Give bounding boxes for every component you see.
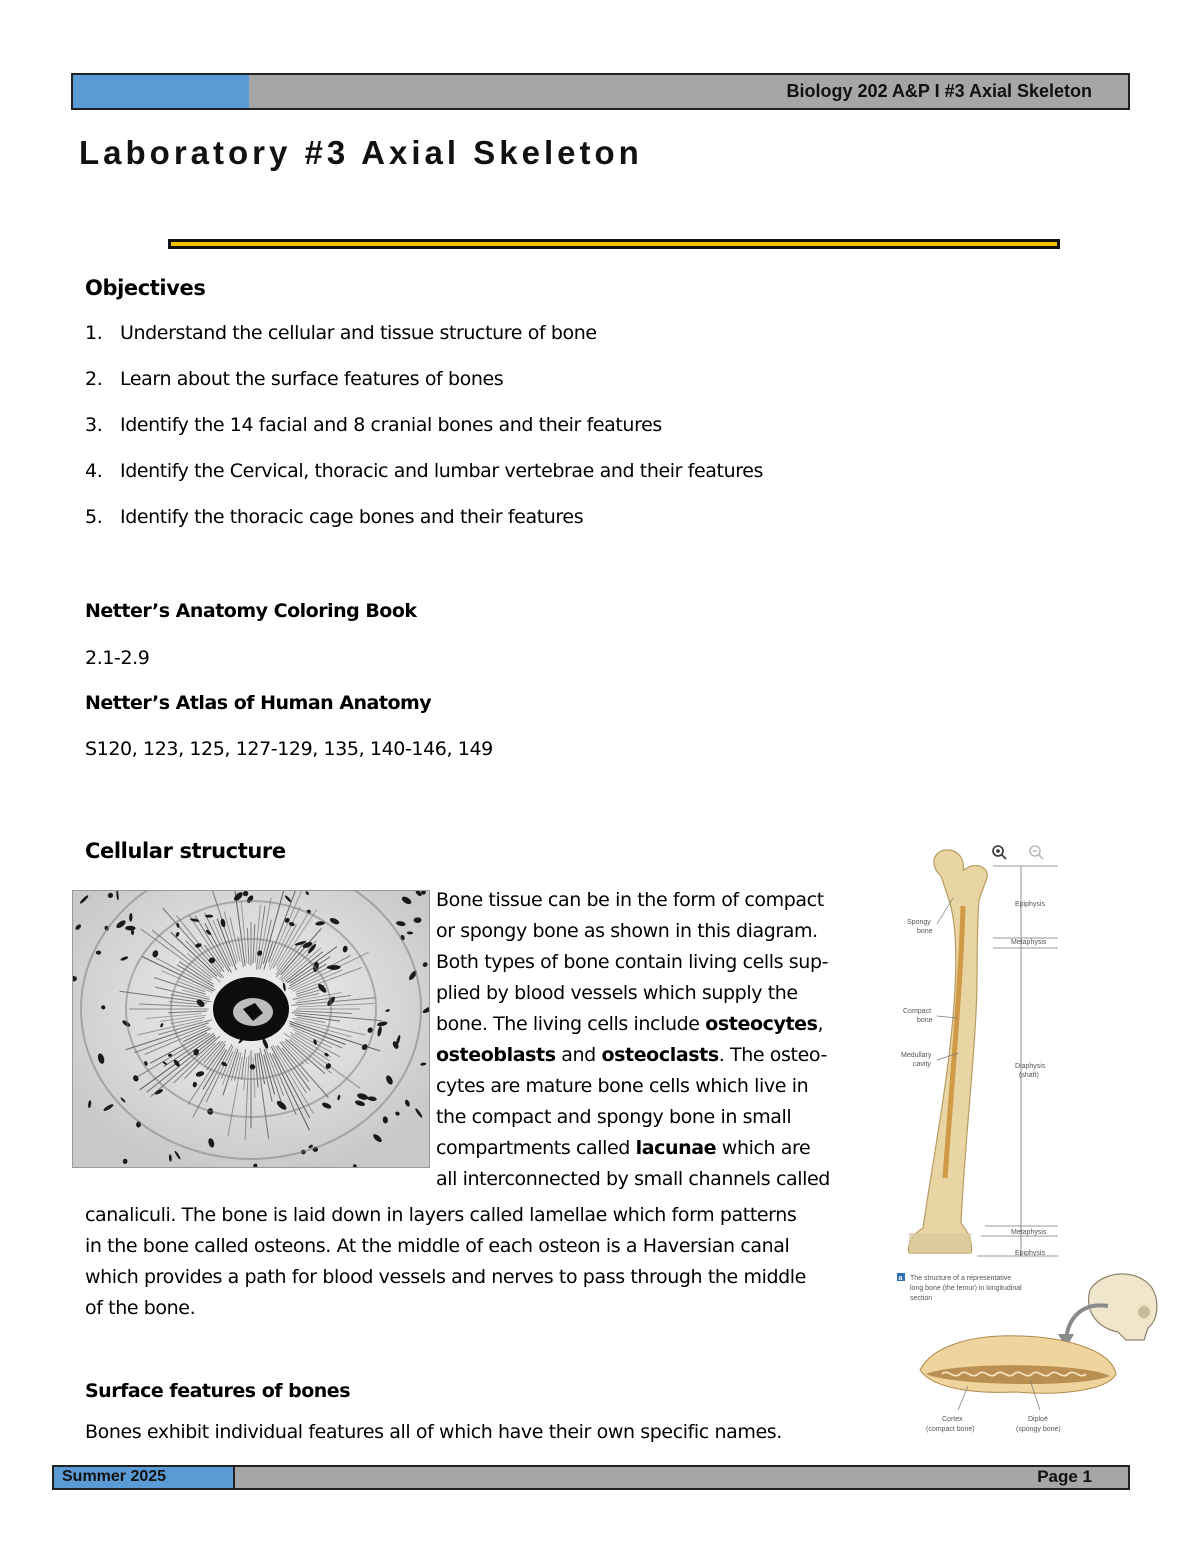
svg-text:Diploë: Diploë <box>1028 1416 1048 1423</box>
footer-accent-block <box>54 1467 235 1488</box>
svg-text:Metaphysis: Metaphysis <box>1011 939 1047 946</box>
coloring-book-title: Netter’s Anatomy Coloring Book <box>85 600 417 622</box>
atlas-title: Netter’s Atlas of Human Anatomy <box>85 692 432 714</box>
svg-text:cavity: cavity <box>913 1061 931 1068</box>
svg-text:(spongy bone): (spongy bone) <box>1016 1426 1061 1433</box>
cellular-paragraph-wrap: Bone tissue can be in the form of compact or spongy bone as shown in this diagram. Both types of bone contain living cells sup- plied by blood vessels which supply the bone. The living cells include osteocytes, osteoblasts and osteoclasts. The osteo- cytes are mature bone cells which live in the compact and spongy bone in small compartments called lacunae which are all interconnected by small channels called <box>436 889 830 1190</box>
objectives-heading: Objectives <box>85 276 206 300</box>
page-title: Laboratory #3 Axial Skeleton <box>79 134 643 171</box>
coloring-book-pages: 2.1-2.9 <box>85 647 150 669</box>
page-number: Page 1 <box>1037 1467 1092 1486</box>
svg-text:Epiphysis: Epiphysis <box>1015 1250 1045 1257</box>
footer-term: Summer 2025 <box>62 1468 167 1485</box>
zoom-in-icon[interactable] <box>993 846 1006 859</box>
list-item: 2. Learn about the surface features of bones <box>85 368 504 390</box>
footer-bar <box>52 1465 1130 1490</box>
title-divider <box>168 239 1060 249</box>
skull-bone-figure <box>912 1262 1162 1442</box>
svg-text:a: a <box>898 1275 903 1282</box>
svg-text:Epiphysis: Epiphysis <box>1015 901 1045 908</box>
svg-text:Cortex: Cortex <box>942 1416 963 1423</box>
term-lacunae: lacunae <box>635 1137 717 1159</box>
list-item: 4. Identify the Cervical, thoracic and lumbar vertebrae and their features <box>85 460 763 482</box>
femur-caption: The structure of a representative <box>910 1275 1012 1282</box>
svg-text:Diaphysis: Diaphysis <box>1015 1063 1046 1070</box>
list-item: 5. Identify the thoracic cage bones and their features <box>85 506 584 528</box>
svg-text:Medullary: Medullary <box>901 1052 932 1059</box>
running-title: Biology 202 A&P I #3 Axial Skeleton <box>786 81 1092 101</box>
header-bar <box>71 73 1130 110</box>
atlas-pages: S120, 123, 125, 127-129, 135, 140-146, 149 <box>85 738 493 760</box>
osteon-micrograph <box>72 890 430 1168</box>
svg-text:Metaphysis: Metaphysis <box>1011 1229 1047 1236</box>
svg-text:(shaft): (shaft) <box>1019 1072 1039 1079</box>
surface-heading: Surface features of bones <box>85 1380 351 1402</box>
list-item: 1. Understand the cellular and tissue structure of bone <box>85 322 597 344</box>
svg-text:Spongy: Spongy <box>907 919 931 926</box>
svg-text:long bone (the femur) in longi: long bone (the femur) in longitudinal <box>910 1285 1022 1292</box>
svg-text:bone: bone <box>917 928 933 935</box>
svg-text:section: section <box>910 1295 933 1302</box>
svg-text:Compact: Compact <box>903 1008 932 1015</box>
svg-text:(compact bone): (compact bone) <box>926 1426 975 1433</box>
term-osteocytes: osteocytes <box>705 1013 818 1035</box>
objectives-list <box>85 322 763 552</box>
list-item: 3. Identify the 14 facial and 8 cranial bones and their features <box>85 414 662 436</box>
header-accent-block <box>73 75 249 108</box>
osteon-micrograph-image <box>73 891 430 1168</box>
femur-figure <box>893 838 1073 1310</box>
cellular-heading: Cellular structure <box>85 839 286 863</box>
zoom-out-icon[interactable] <box>1030 846 1043 859</box>
surface-text: Bones exhibit individual features all of which have their own specific names. <box>85 1421 782 1443</box>
term-osteoblasts: osteoblasts <box>436 1044 556 1066</box>
svg-text:bone: bone <box>917 1017 933 1024</box>
cellular-paragraph-full: canaliculi. The bone is laid down in layers called lamellae which form patterns in the bone called osteons. At the middle of each osteon is a Haversian canal which provides a path for blood vessels and nerves to pass through the middle of the bone. <box>85 1204 806 1319</box>
term-osteoclasts: osteoclasts <box>601 1044 719 1066</box>
